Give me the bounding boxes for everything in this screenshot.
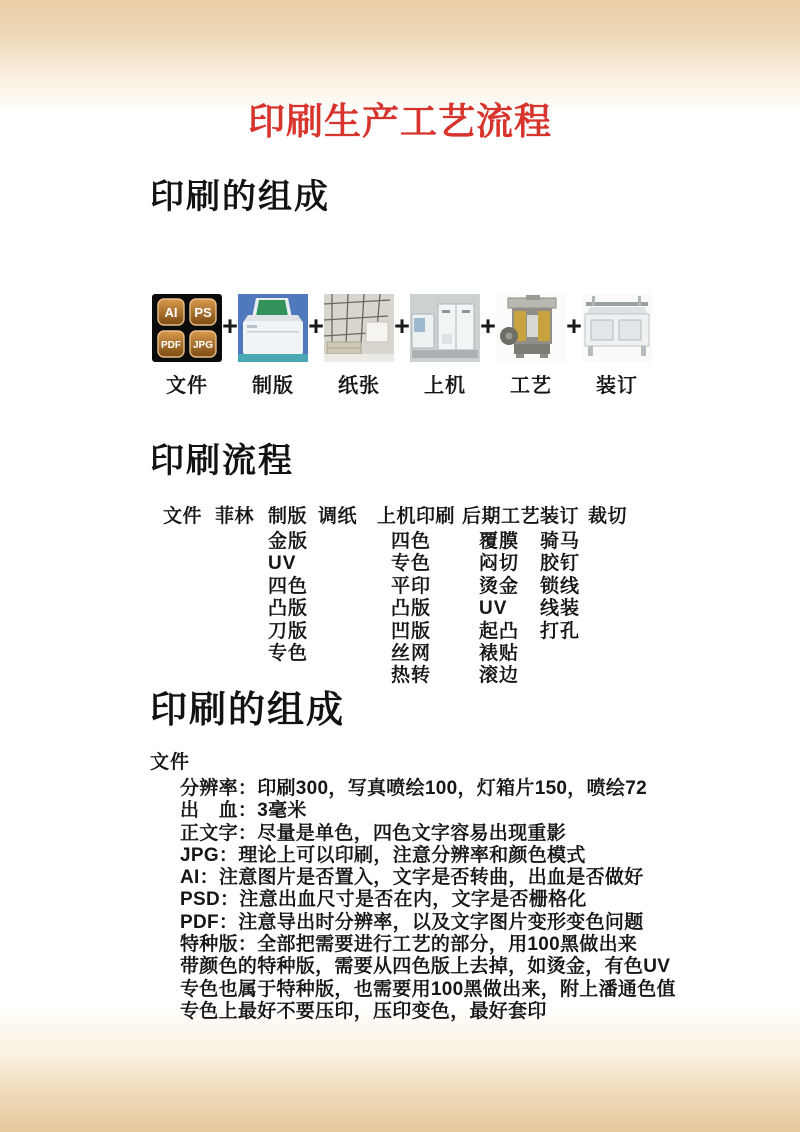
flow-item: 烫金 <box>479 575 520 597</box>
craft-machine-image <box>496 294 566 362</box>
flow-column-header: 制版 <box>268 506 308 527</box>
figure-binding <box>582 294 652 398</box>
flow-item: 专色 <box>268 643 309 665</box>
flow-item: 打孔 <box>540 620 581 642</box>
figure-file <box>152 294 222 398</box>
flow-column-header: 菲林 <box>215 506 255 527</box>
plus-sign: + <box>480 311 496 341</box>
flow-item: 锁线 <box>540 575 581 597</box>
flow-column-3 <box>268 506 308 665</box>
flow-item: 起凸 <box>479 620 520 642</box>
flow-column-header: 裁切 <box>588 506 628 527</box>
figure-craft <box>496 294 566 398</box>
plus-sign: + <box>308 311 324 341</box>
flow-item: 四色 <box>391 531 432 552</box>
plate-making-image <box>238 294 308 362</box>
note-line: 专色也属于特种版，也需要用100黑做出来，附上潘通色值 <box>180 978 676 1000</box>
figure-label: 文件 <box>166 375 208 397</box>
note-line: PSD：注意出血尺寸是否在内，文字是否栅格化 <box>180 889 587 911</box>
plus-sign: + <box>566 311 582 341</box>
flow-column-header: 上机印刷 <box>377 506 456 527</box>
badge-ps: PS <box>194 305 212 320</box>
flow-item: 热转 <box>391 665 432 687</box>
flow-table <box>150 506 670 692</box>
note-line: PDF：注意导出时分辨率，以及文字图片变形变色问题 <box>180 911 644 933</box>
flow-item: 平印 <box>391 575 432 597</box>
flow-column-1 <box>163 506 202 531</box>
section-heading-composition-1: 印刷的组成 <box>150 178 330 216</box>
plus-sign: + <box>394 311 410 341</box>
page-title: 印刷生产工艺流程 <box>248 101 552 142</box>
flow-item: UV <box>479 598 508 620</box>
flow-column-header: 后期工艺 <box>462 506 541 527</box>
flow-item: 胶钉 <box>540 553 581 575</box>
flow-column-5 <box>377 506 455 688</box>
badge-jpg: JPG <box>192 340 214 351</box>
figure-label: 工艺 <box>510 375 552 397</box>
flow-item: 闷切 <box>479 553 520 575</box>
note-line: 分辨率：印刷300，写真喷绘100，灯箱片150，喷绘72 <box>180 778 647 799</box>
note-line: 带颜色的特种版，需要从四色版上去掉，如烫金，有色UV <box>180 956 671 978</box>
file-notes <box>150 752 690 1023</box>
notes-subheading: 文件 <box>150 752 191 773</box>
badge-ai: AI <box>164 305 178 320</box>
figure-paper <box>324 294 394 398</box>
flow-item: 刀版 <box>268 620 309 642</box>
figure-label: 制版 <box>252 375 294 397</box>
flow-item: 滚边 <box>479 665 520 687</box>
flow-column-6 <box>462 506 540 688</box>
composition-row <box>152 294 652 398</box>
flow-item: 四色 <box>268 575 309 597</box>
figure-label: 纸张 <box>338 375 380 397</box>
note-line: 正文字：尽量是单色，四色文字容易出现重影 <box>180 822 567 844</box>
note-line: 专色上最好不要压印，压印变色，最好套印 <box>180 1000 547 1022</box>
note-lines <box>150 778 690 1023</box>
plus-sign: + <box>222 311 238 341</box>
flow-item: 线装 <box>540 598 581 620</box>
figure-label: 上机 <box>424 375 466 397</box>
flow-item: 凸版 <box>391 598 432 620</box>
figure-press <box>410 294 480 398</box>
flow-column-header: 文件 <box>163 506 203 527</box>
flow-column-2 <box>215 506 254 531</box>
flow-item: 专色 <box>391 553 432 575</box>
flow-column-8 <box>588 506 627 531</box>
flow-item: 凸版 <box>268 598 309 620</box>
note-line: AI：注意图片是否置入，文字是否转曲，出血是否做好 <box>180 867 644 889</box>
badge-pdf: PDF <box>161 340 181 351</box>
binding-machine-image <box>582 294 652 362</box>
figure-label: 装订 <box>596 375 638 397</box>
flow-column-header: 调纸 <box>318 506 358 527</box>
note-line: 特种版：全部把需要进行工艺的部分，用100黑做出来 <box>180 934 638 956</box>
flow-item: 裱贴 <box>479 643 520 665</box>
flow-item: 覆膜 <box>479 531 520 552</box>
flow-column-header: 装订 <box>540 506 580 527</box>
flow-column-7 <box>540 506 580 643</box>
section-heading-flow: 印刷流程 <box>150 442 294 480</box>
file-formats-image <box>152 294 222 362</box>
figure-plate-making <box>238 294 308 398</box>
flow-item: 骑马 <box>540 531 581 552</box>
flow-item: 凹版 <box>391 620 432 642</box>
note-line: 出 血：3毫米 <box>180 800 307 822</box>
section-heading-composition-2: 印刷的组成 <box>150 689 345 730</box>
printing-press-image <box>410 294 480 362</box>
paper-warehouse-image <box>324 294 394 362</box>
flow-column-4 <box>318 506 357 531</box>
flow-item: 丝网 <box>391 643 432 665</box>
note-line: JPG：理论上可以印刷，注意分辨率和颜色模式 <box>180 844 586 866</box>
flow-item: UV <box>268 553 297 575</box>
flow-item: 金版 <box>268 531 309 552</box>
